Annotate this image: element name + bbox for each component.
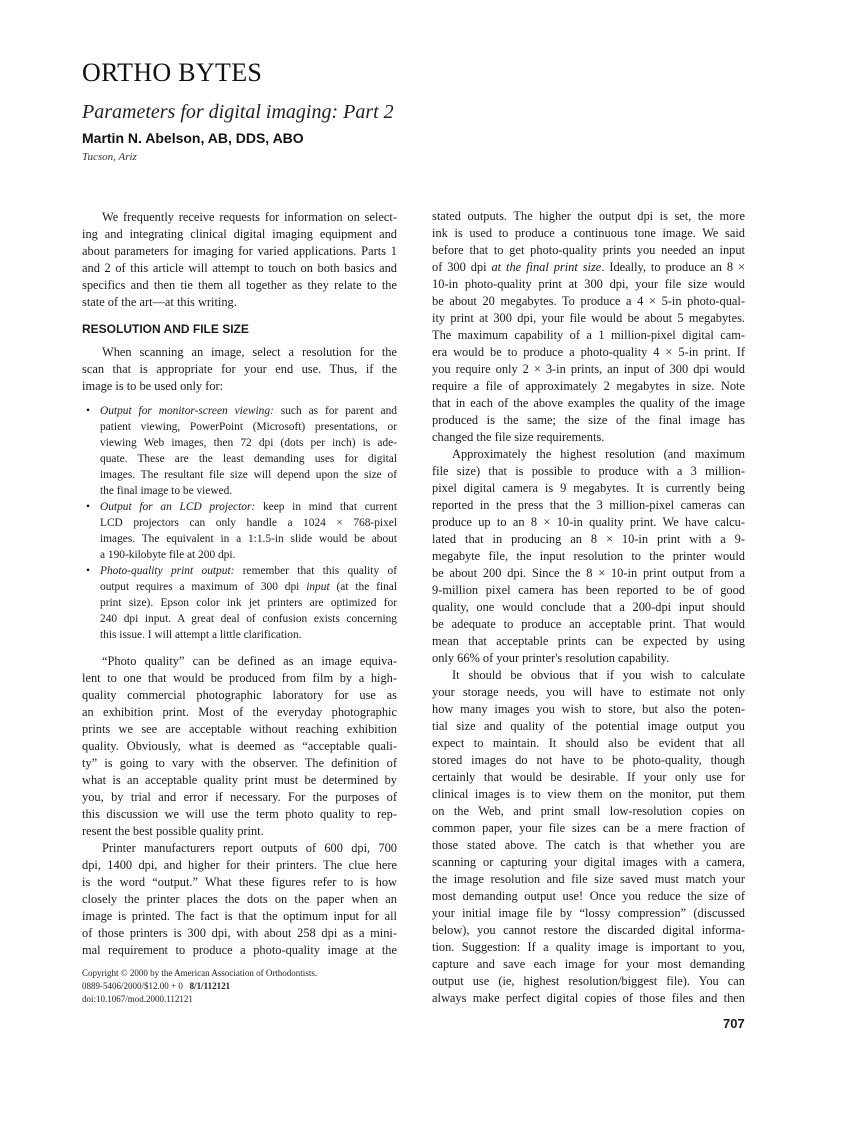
text-line: LCD projectors can only handle a 1024 × 768-pixel: [100, 517, 397, 529]
text-line: mal requirement to produce a photo-quality image at the: [82, 943, 397, 957]
text-line: megabyte file, the input resolution to the printer would: [432, 549, 745, 563]
text-line: state of the art—at this writing.: [82, 295, 237, 309]
text-line: certainly that would be desirable. If your only use for: [432, 770, 745, 784]
copyright-text: Copyright © 2000 by the American Association of Orthodontists.: [82, 968, 318, 978]
article-code: 8/1/112121: [189, 981, 231, 991]
text-line: image is to be used only for:: [82, 379, 224, 393]
text-line: lated that in producing an 8 × 10-in print with a 9-: [432, 532, 745, 546]
text-line: ink is used to produce a continuous tone image. We said: [432, 226, 745, 240]
section-heading: RESOLUTION AND FILE SIZE: [82, 322, 249, 336]
text-line: produce up to an 8 × 10-in quality print. We have calcu-: [432, 515, 745, 529]
text-line: your storage needs, you will have to estimate not only: [432, 685, 745, 699]
text-line: only 66% of your printer's resolution capability.: [432, 651, 670, 665]
text-line: stored images do not have to be photo-quality, though: [432, 753, 745, 767]
text-line: specifics and then tie them all together as they relate to the: [82, 278, 397, 292]
text-line: When scanning an image, select a resolution for the: [102, 345, 397, 359]
doi: doi:10.1067/mod.2000.112121: [82, 994, 193, 1004]
text-line: viewing Web images, then 72 dpi (dots per inch) is ade-: [100, 437, 397, 449]
paragraph: [432, 667, 745, 1007]
text-line: mean that acceptable prints can be expected by using: [432, 634, 745, 648]
right-column: [432, 208, 745, 1007]
page-number: 707: [723, 1016, 745, 1031]
bullet-dot-icon: •: [86, 501, 90, 513]
text-line: require a file of approximately 2 megabytes in size. Note: [432, 379, 745, 393]
text-line: always make perfect digital copies of those files and then: [432, 991, 745, 1005]
text-line: an exhibition print. Most of the everyday photographic: [82, 705, 397, 719]
text-line: most demanding output use! Once you reduce the size of: [432, 889, 745, 903]
author-name: Martin N. Abelson, AB, DDS, ABO: [82, 130, 304, 146]
text-line: We frequently receive requests for information on select-: [102, 210, 397, 224]
text-line: that in each of the above examples the quality of the image: [432, 396, 745, 410]
italic-text: Output for monitor-screen viewing:: [100, 405, 274, 417]
text-line: the image resolution and file size saved must match your: [432, 872, 745, 886]
text-line: quality. Obviously, what is deemed as “acceptable quali-: [82, 739, 397, 753]
text-line: this issue. I will attempt a little clarification.: [100, 629, 302, 641]
text-line: tial size and quality of the potential image output you: [432, 719, 745, 733]
text-line: is the word “output.” What these figures refer to is how: [82, 875, 397, 889]
text-line: patient viewing, PowerPoint (Microsoft) presentations, or: [100, 421, 397, 433]
italic-text: input: [306, 581, 330, 593]
text-line: file size) that is possible to produce with a 3 million-: [432, 464, 745, 478]
bullet-item: [82, 499, 397, 563]
text-line: closely the printer places the dots on the paper when an: [82, 892, 397, 906]
text-line: you, by trial and error if necessary. For the purposes of: [82, 790, 397, 804]
bullet-dot-icon: •: [86, 565, 90, 577]
text-line: this discussion we will use the term photo quality to rep-: [82, 807, 397, 821]
text-line: ty” is going to vary with the observer. The definition of: [82, 756, 397, 770]
italic-text: Photo-quality print output:: [100, 565, 235, 577]
text-line: images. The resultant file size will depend upon the size of: [100, 469, 397, 481]
text-line: produced is the same; the size of the final image has: [432, 413, 745, 427]
text-line: image is printed. The fact is that the optimum input for all: [82, 909, 397, 923]
text-line: be adequate to produce an acceptable print. That would: [432, 617, 745, 631]
text-line: prints we see are acceptable without reaching exhibition: [82, 722, 397, 736]
text-line: lent to one that would be produced from film by a high-: [82, 671, 397, 685]
paragraph: [82, 840, 397, 959]
text-line: about parameters for imaging for varied applications. Parts 1: [82, 244, 397, 258]
text-line: output use (ie, highest resolution/biggest file). You can: [432, 974, 745, 988]
text-line: on the Web, and print small low-resolution copies on: [432, 804, 745, 818]
text-line: tion. Suggestion: If a quality image is important to you,: [432, 940, 745, 954]
text-line: 240 dpi input. A great deal of confusion exists concerning: [100, 613, 397, 625]
text-line: capture and save each image for your most demanding: [432, 957, 745, 971]
text-line: ing and integrating clinical digital imaging equipment and: [82, 227, 397, 241]
text-line: the final image to be viewed.: [100, 485, 233, 497]
text-line: your initial image file by “lossy compression” (discussed: [432, 906, 745, 920]
paragraph: [82, 209, 397, 311]
bullet-item: [82, 563, 397, 643]
author-affiliation: Tucson, Ariz: [82, 151, 137, 163]
text-line: 9-million pixel camera has been reported to be of good: [432, 583, 745, 597]
section-label: ORTHO BYTES: [82, 58, 263, 87]
italic-text: at the final print size: [491, 260, 602, 274]
text-line: be about 20 megabytes. To produce a 4 × 5-in photo-qual-: [432, 294, 745, 308]
text-line: clinical images is to view them on the monitor, put them: [432, 787, 745, 801]
text-line: you require only 2 × 3-in prints, an input of 300 dpi would: [432, 362, 745, 376]
text-line: dpi, 1400 dpi, and higher for their printers. The clue here: [82, 858, 397, 872]
text-line: era would be to produce a photo-quality 4 × 5-in print. If: [432, 345, 745, 359]
text-line: what is an acceptable quality print must be determined by: [82, 773, 397, 787]
text-line: quality, one would conclude that a 200-dpi input should: [432, 600, 745, 614]
text-line: quate. These are the least demanding uses for digital: [100, 453, 397, 465]
text-line: reported in the press that the 3 million-pixel cameras can: [432, 498, 745, 512]
text-line: before that to get photo-quality prints you needed an input: [432, 243, 745, 257]
text-line: Output for an LCD projector: keep in mind that current: [100, 501, 397, 513]
article-title: Parameters for digital imaging: Part 2: [82, 101, 394, 123]
paragraph: [432, 446, 745, 667]
text-line: of those printers is 300 dpi, with about 258 dpi as a mini-: [82, 926, 397, 940]
text-line: The maximum capability of a 1 million-pixel digital cam-: [432, 328, 745, 342]
bullet-dot-icon: •: [86, 405, 90, 417]
text-line: “Photo quality” can be defined as an image equiva-: [102, 654, 397, 668]
text-line: those stated above. The catch is that whether you are: [432, 838, 745, 852]
text-line: below), you cannot restore the discarded digital informa-: [432, 923, 745, 937]
left-column: [82, 209, 397, 959]
text-line: and 2 of this article will attempt to touch on both basics and: [82, 261, 397, 275]
text-line: output requires a maximum of 300 dpi input (at the final: [100, 581, 397, 593]
issn: 0889-5406/2000/$12.00 + 0: [82, 981, 183, 991]
text-line: Printer manufacturers report outputs of 600 dpi, 700: [102, 841, 397, 855]
text-line: expect to maintain. It should also be evident that all: [432, 736, 745, 750]
text-line: of 300 dpi at the final print size. Ideally, to produce an 8 ×: [432, 260, 745, 274]
text-line: pixel digital camera is 9 megabytes. It is currently being: [432, 481, 745, 495]
text-line: how many images you wish to store, but also the poten-: [432, 702, 745, 716]
text-line: 10-in photo-quality print at 300 dpi, your file size would: [432, 277, 745, 291]
text-line: quality commercial photographic laboratory for use as: [82, 688, 397, 702]
paragraph: [82, 344, 397, 395]
text-line: It should be obvious that if you wish to calculate: [452, 668, 745, 682]
paragraph: [432, 208, 745, 446]
text-line: scan that is appropriate for your end use. Thus, if the: [82, 362, 397, 376]
text-line: be about 200 dpi. Since the 8 × 10-in print output from a: [432, 566, 745, 580]
text-line: changed the file size requirements.: [432, 430, 605, 444]
italic-text: Output for an LCD projector:: [100, 501, 256, 513]
text-line: resent the best possible quality print.: [82, 824, 264, 838]
text-line: Photo-quality print output: remember that this quality of: [100, 565, 397, 577]
text-line: scanning or capturing your digital images with a camera,: [432, 855, 745, 869]
bullet-item: [82, 403, 397, 499]
text-line: ity print at 300 dpi, your file would be about 5 megabytes.: [432, 311, 745, 325]
text-line: a 190-kilobyte file at 200 dpi.: [100, 549, 236, 561]
text-line: print size). Epson color ink jet printers are optimized for: [100, 597, 397, 609]
issn-line: [82, 980, 317, 993]
copyright-block: [82, 967, 317, 1006]
text-line: stated outputs. The higher the output dpi is set, the more: [432, 209, 745, 223]
text-line: Output for monitor-screen viewing: such as for parent and: [100, 405, 397, 417]
text-line: common paper, your file sizes can be a mere fraction of: [432, 821, 745, 835]
text-line: Approximately the highest resolution (and maximum: [452, 447, 745, 461]
paragraph: [82, 653, 397, 840]
text-line: images. The equivalent in a 1:1.5-in slide would be about: [100, 533, 397, 545]
